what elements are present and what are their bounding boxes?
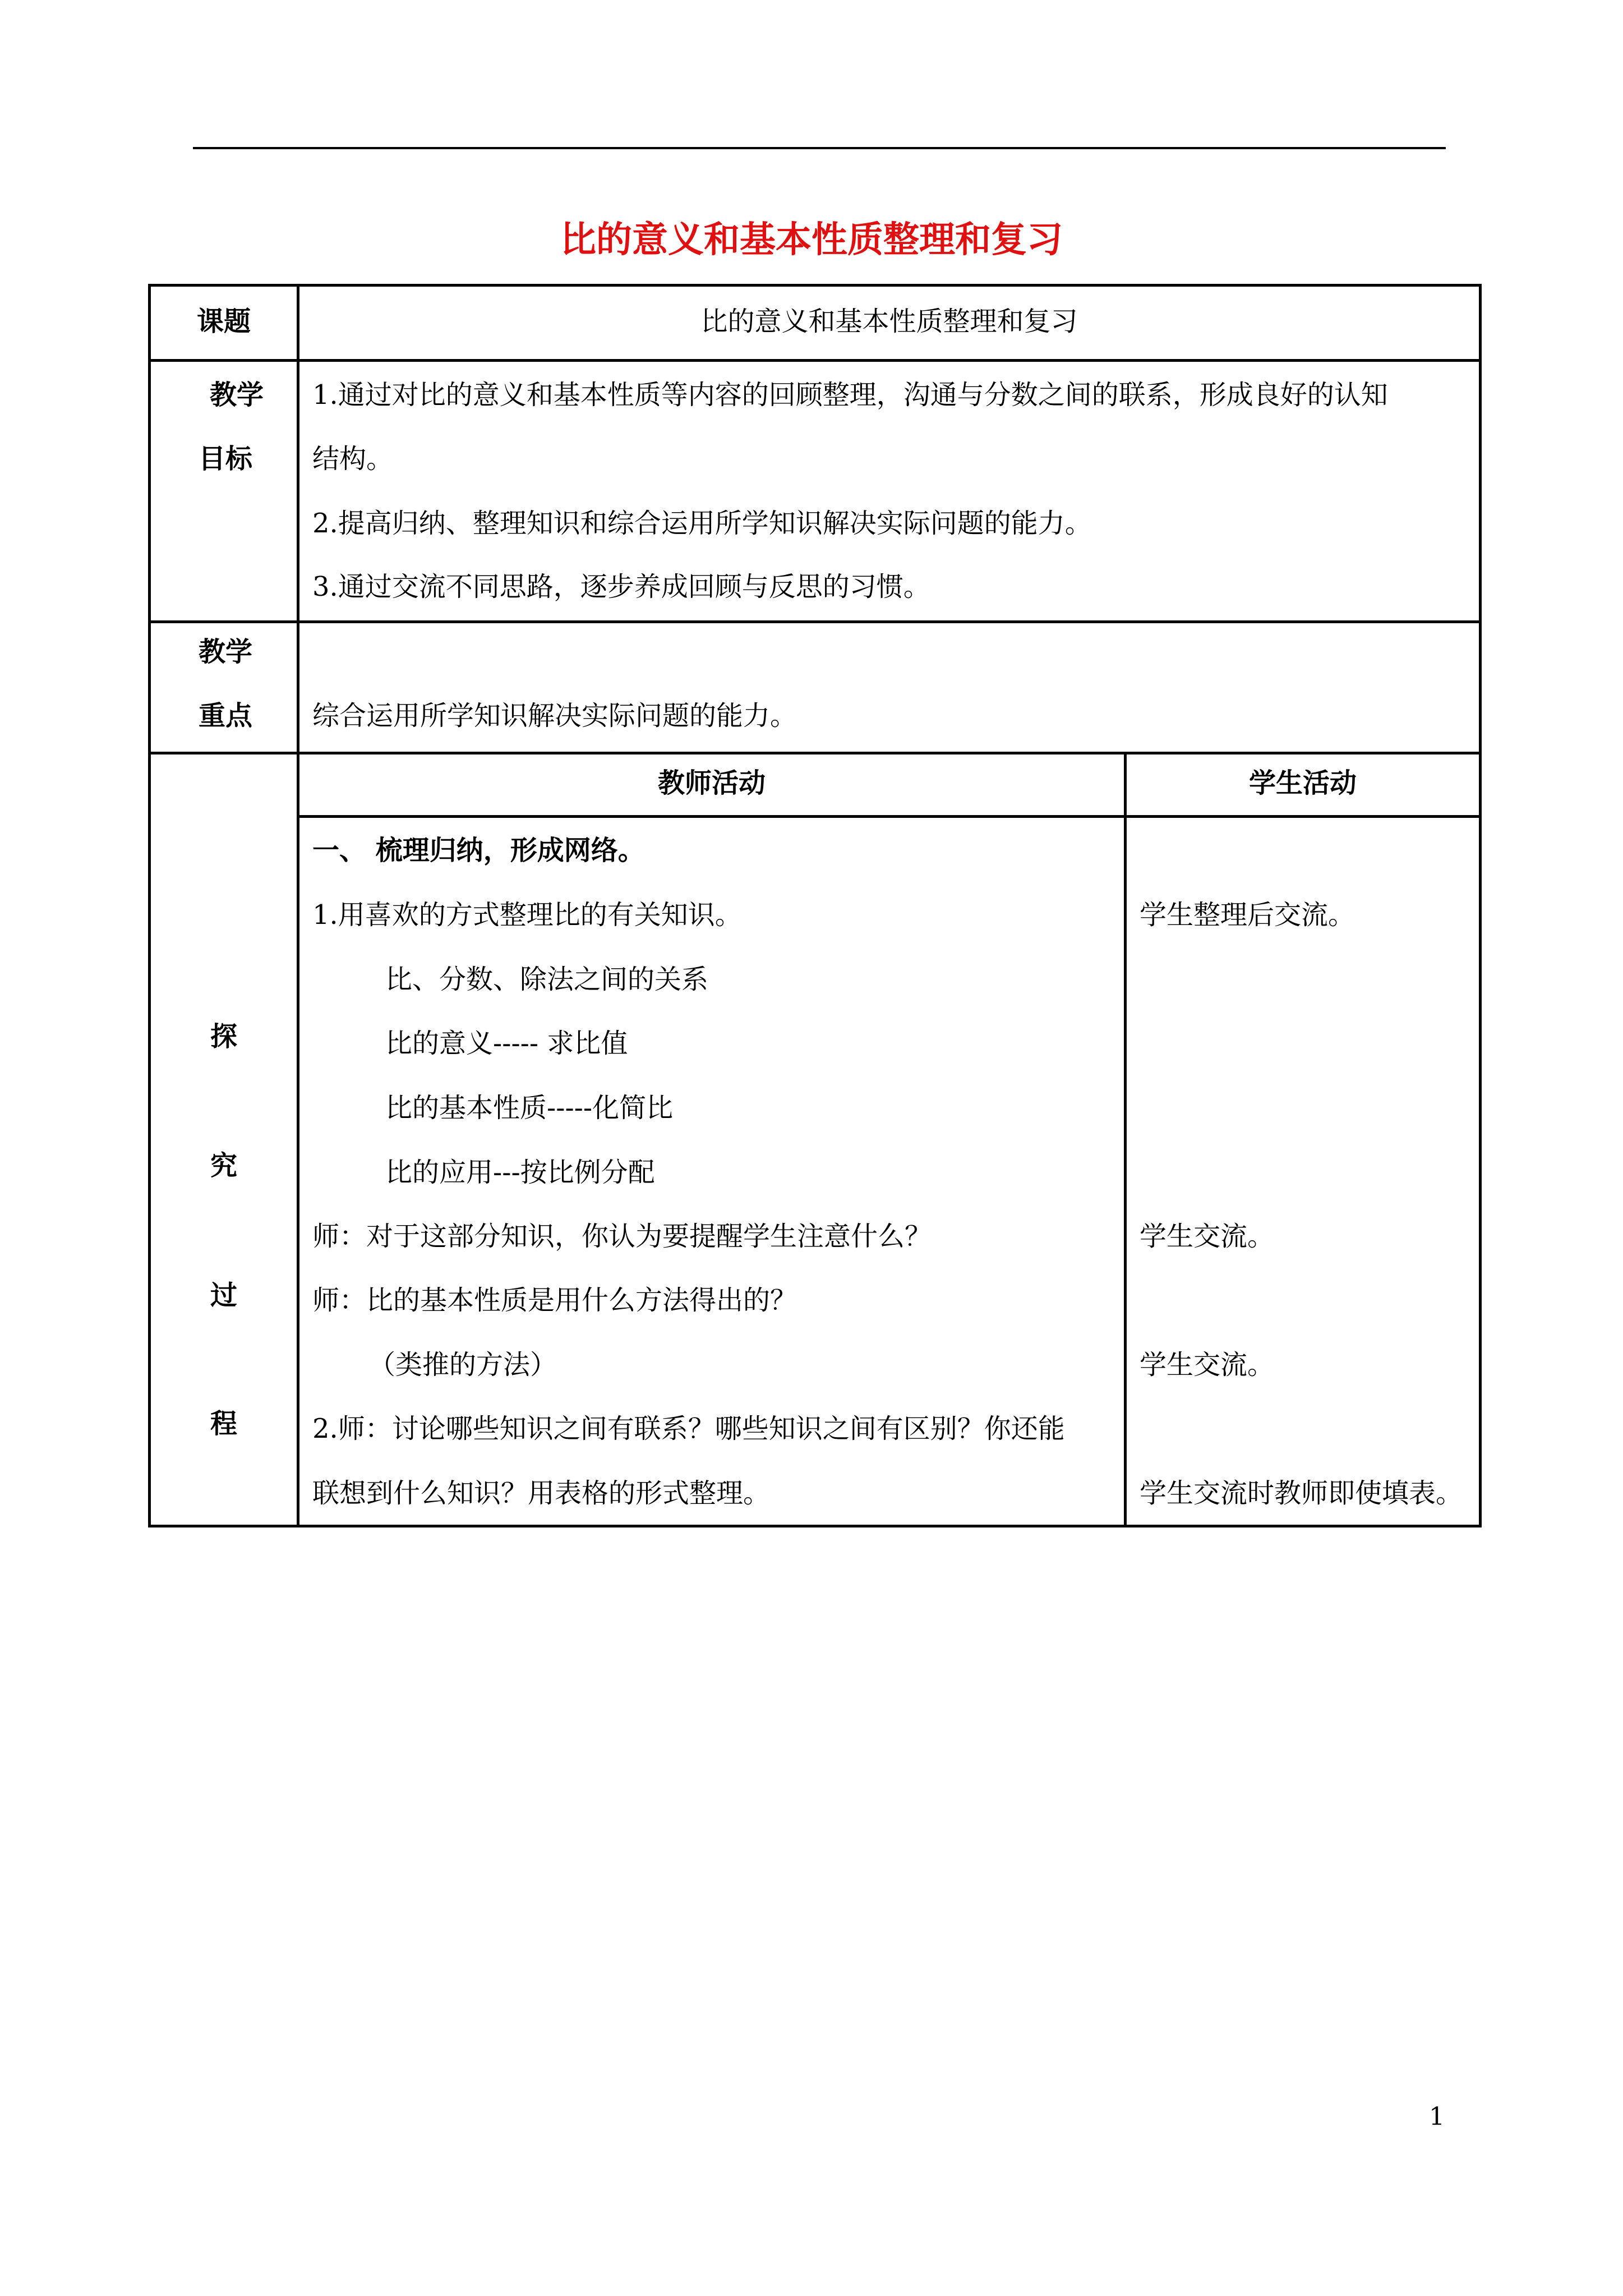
row-divider <box>148 620 1482 623</box>
student-activity-line: 学生交流时教师即使填表。 <box>1140 1478 1463 1509</box>
student-activity-line: 学生整理后交流。 <box>1140 899 1355 931</box>
focus-value: 综合运用所学知识解决实际问题的能力。 <box>312 700 797 731</box>
goal-line: 结构。 <box>312 443 394 475</box>
teacher-activity-line: 联想到什么知识？用表格的形式整理。 <box>312 1478 771 1509</box>
teacher-activity-line: 2.师：讨论哪些知识之间有联系？哪些知识之间有区别？你还能 <box>312 1413 1065 1444</box>
teacher-activity-line: 师：对于这部分知识，你认为要提醒学生注意什么？ <box>312 1221 932 1252</box>
process-label: 探 <box>210 1021 237 1052</box>
process-label: 究 <box>210 1150 237 1181</box>
student-activity-line: 学生交流。 <box>1140 1221 1275 1252</box>
goals-label: 目标 <box>199 443 253 475</box>
row-divider <box>297 815 1482 818</box>
focus-label: 重点 <box>199 700 253 731</box>
topic-label: 课题 <box>196 306 251 337</box>
teacher-activity-line: 比的应用---按比例分配 <box>385 1157 655 1188</box>
goals-label: 教学 <box>210 379 264 411</box>
column-divider <box>1124 752 1127 1527</box>
teacher-activity-line: 师：比的基本性质是用什么方法得出的？ <box>312 1285 797 1316</box>
page-number: 1 <box>1429 2102 1445 2131</box>
row-divider <box>148 359 1482 362</box>
student-activity-header: 学生活动 <box>1248 767 1357 799</box>
student-activity-line: 学生交流。 <box>1140 1349 1275 1381</box>
topic-value: 比的意义和基本性质整理和复习 <box>700 306 1078 337</box>
teacher-activity-line: 比的意义----- 求比值 <box>385 1028 628 1059</box>
goal-line: 3.通过交流不同思路，逐步养成回顾与反思的习惯。 <box>312 571 930 602</box>
header-rule <box>193 147 1446 149</box>
teacher-activity-line: 比的基本性质-----化简比 <box>385 1092 674 1124</box>
table-border-left <box>148 284 151 1527</box>
teacher-activity-line: 比、分数、除法之间的关系 <box>385 964 709 995</box>
focus-label: 教学 <box>199 636 253 668</box>
column-divider <box>297 284 299 1527</box>
teacher-activity-header: 教师活动 <box>657 767 766 799</box>
table-border-top <box>148 284 1482 287</box>
document-title: 比的意义和基本性质整理和复习 <box>560 219 1063 261</box>
process-label: 程 <box>210 1408 237 1439</box>
teacher-activity-line: 一、 梳理归纳，形成网络。 <box>312 835 645 866</box>
process-label: 过 <box>210 1280 237 1311</box>
goal-line: 2.提高归纳、整理知识和综合运用所学知识解决实际问题的能力。 <box>312 508 1092 539</box>
table-border-right <box>1479 284 1482 1527</box>
teacher-activity-line: 1.用喜欢的方式整理比的有关知识。 <box>312 899 742 931</box>
goal-line: 1.通过对比的意义和基本性质等内容的回顾整理，沟通与分数之间的联系，形成良好的认知 <box>312 379 1388 411</box>
row-divider <box>148 752 1482 754</box>
teacher-activity-line: （类推的方法） <box>368 1349 557 1381</box>
table-border-bottom <box>148 1525 1482 1527</box>
